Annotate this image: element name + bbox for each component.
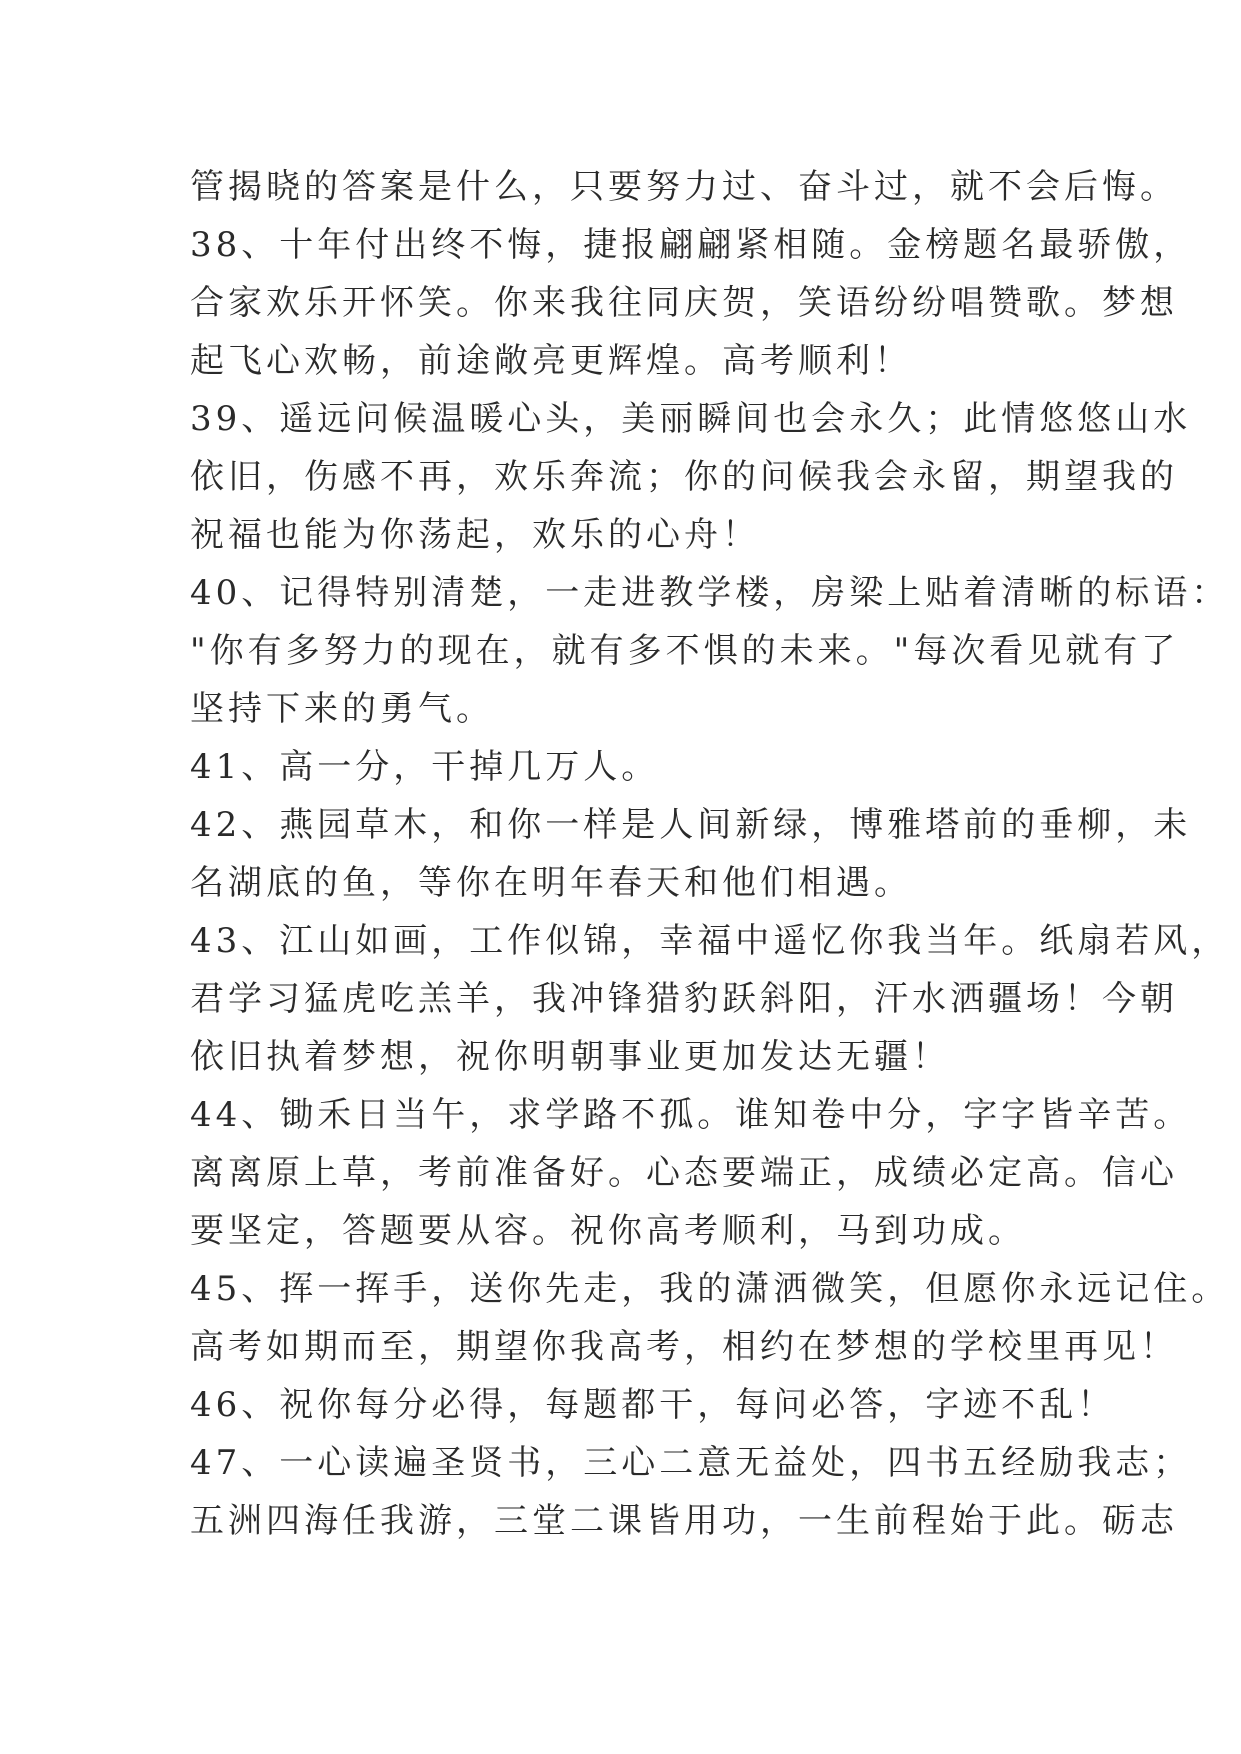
text-line: 高考如期而至，期望你我高考，相约在梦想的学校里再见！ xyxy=(190,1327,1178,1367)
text-line: 祝福也能为你荡起，欢乐的心舟！ xyxy=(190,515,760,555)
text-line: 43、江山如画，工作似锦，幸福中遥忆你我当年。纸扇若风， xyxy=(190,921,1230,961)
body-text xyxy=(190,158,1230,1550)
text-line: 合家欢乐开怀笑。你来我往同庆贺，笑语纷纷唱赞歌。梦想 xyxy=(190,283,1178,323)
text-line: 起飞心欢畅，前途敞亮更辉煌。高考顺利！ xyxy=(190,341,912,381)
text-line: 名湖底的鱼，等你在明年春天和他们相遇。 xyxy=(190,863,912,903)
text-line: 依旧，伤感不再，欢乐奔流；你的问候我会永留，期望我的 xyxy=(190,457,1178,497)
text-line: 38、十年付出终不悔，捷报翩翩紧相随。金榜题名最骄傲， xyxy=(190,225,1192,265)
text-line: 46、祝你每分必得，每题都干，每问必答，字迹不乱！ xyxy=(190,1385,1116,1425)
text-line: 君学习猛虎吃羔羊，我冲锋猎豹跃斜阳，汗水洒疆场！今朝 xyxy=(190,979,1178,1019)
text-line: 47、一心读遍圣贤书，三心二意无益处，四书五经励我志； xyxy=(190,1443,1192,1483)
text-line: 45、挥一挥手，送你先走，我的潇洒微笑，但愿你永远记住。 xyxy=(190,1269,1230,1309)
text-line: "你有多努力的现在，就有多不惧的未来。"每次看见就有了 xyxy=(190,631,1180,671)
text-line: 40、记得特别清楚，一走进教学楼，房梁上贴着清晰的标语： xyxy=(190,573,1230,613)
text-line: 离离原上草，考前准备好。心态要端正，成绩必定高。信心 xyxy=(190,1153,1178,1193)
text-line: 依旧执着梦想，祝你明朝事业更加发达无疆！ xyxy=(190,1037,950,1077)
text-line: 42、燕园草木，和你一样是人间新绿，博雅塔前的垂柳，未 xyxy=(190,805,1192,845)
text-line: 管揭晓的答案是什么，只要努力过、奋斗过，就不会后悔。 xyxy=(190,167,1178,207)
text-line: 要坚定，答题要从容。祝你高考顺利，马到功成。 xyxy=(190,1211,1026,1251)
text-line: 44、锄禾日当午，求学路不孤。谁知卷中分，字字皆辛苦。 xyxy=(190,1095,1192,1135)
text-line: 坚持下来的勇气。 xyxy=(190,689,494,729)
text-line: 五洲四海任我游，三堂二课皆用功，一生前程始于此。砺志 xyxy=(190,1501,1178,1541)
text-line: 39、遥远问候温暖心头，美丽瞬间也会永久；此情悠悠山水 xyxy=(190,399,1192,439)
text-line: 41、高一分，干掉几万人。 xyxy=(190,747,660,787)
